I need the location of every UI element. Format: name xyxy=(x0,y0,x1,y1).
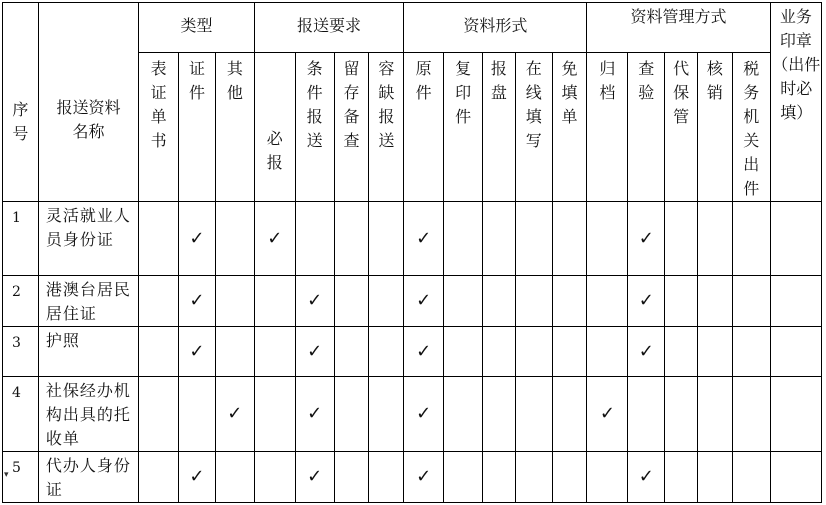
sub-cancel: 核销 xyxy=(697,53,732,202)
table-row xyxy=(3,276,822,327)
empty-cell xyxy=(665,276,698,327)
empty-cell xyxy=(697,327,732,377)
empty-cell xyxy=(552,202,587,276)
header-row-groups xyxy=(3,3,822,53)
check-mark-cell: ✓ xyxy=(404,377,444,452)
row-number: 5 xyxy=(3,452,39,503)
sub-retain: 留存备查 xyxy=(334,53,369,202)
header-type: 类型 xyxy=(139,3,255,53)
empty-cell xyxy=(139,327,179,377)
empty-cell xyxy=(628,377,665,452)
check-mark-cell: ✓ xyxy=(404,327,444,377)
empty-cell xyxy=(139,452,179,503)
empty-cell xyxy=(552,327,587,377)
check-mark-cell: ✓ xyxy=(628,276,665,327)
empty-cell xyxy=(665,452,698,503)
seal-line-2: 印章 xyxy=(779,31,812,50)
empty-cell xyxy=(665,377,698,452)
sub-exempt: 免填单 xyxy=(552,53,587,202)
check-mark-cell: ✓ xyxy=(179,202,216,276)
empty-cell xyxy=(254,377,295,452)
empty-cell xyxy=(732,452,770,503)
table-row xyxy=(3,327,822,377)
empty-cell xyxy=(697,202,732,276)
empty-cell xyxy=(369,202,404,276)
empty-cell xyxy=(587,452,628,503)
row-number: 2 xyxy=(3,276,39,327)
seal-line-1: 业务 xyxy=(779,7,812,26)
empty-cell xyxy=(587,327,628,377)
empty-cell xyxy=(483,276,516,327)
check-mark-cell: ✓ xyxy=(628,327,665,377)
sub-disk: 报盘 xyxy=(483,53,516,202)
check-mark-cell: ✓ xyxy=(628,452,665,503)
empty-cell xyxy=(697,452,732,503)
header-doc-name: 报送资料名称 xyxy=(38,3,138,202)
empty-cell xyxy=(665,327,698,377)
empty-cell xyxy=(444,327,483,377)
materials-table xyxy=(2,2,822,503)
seal-cell xyxy=(770,202,821,276)
empty-cell xyxy=(552,377,587,452)
empty-cell xyxy=(483,327,516,377)
empty-cell xyxy=(215,327,254,377)
empty-cell xyxy=(334,276,369,327)
empty-cell xyxy=(334,202,369,276)
sub-archive: 归档 xyxy=(587,53,628,202)
empty-cell xyxy=(444,452,483,503)
empty-cell xyxy=(515,202,552,276)
header-requirement: 报送要求 xyxy=(254,3,403,53)
empty-cell xyxy=(732,377,770,452)
header-form: 资料形式 xyxy=(404,3,587,53)
empty-cell xyxy=(295,202,334,276)
empty-cell xyxy=(483,377,516,452)
empty-cell xyxy=(139,276,179,327)
sub-inspect: 查验 xyxy=(628,53,665,202)
empty-cell xyxy=(369,327,404,377)
empty-cell xyxy=(254,327,295,377)
sub-missing: 容缺报送 xyxy=(369,53,404,202)
empty-cell xyxy=(552,276,587,327)
check-mark-cell: ✓ xyxy=(404,276,444,327)
empty-cell xyxy=(665,202,698,276)
header-management: 资料管理方式 xyxy=(587,3,770,53)
empty-cell xyxy=(483,202,516,276)
seal-cell xyxy=(770,452,821,503)
empty-cell xyxy=(444,276,483,327)
row-number: 1 xyxy=(3,202,39,276)
header-serial: 序号 xyxy=(3,3,39,202)
seal-note: （出件时必填） xyxy=(772,55,821,122)
sub-original: 原件 xyxy=(404,53,444,202)
check-mark-cell: ✓ xyxy=(628,202,665,276)
sub-tax-issue: 税务机关出件 xyxy=(732,53,770,202)
sub-copy: 复印件 xyxy=(444,53,483,202)
empty-cell xyxy=(587,276,628,327)
empty-cell xyxy=(515,327,552,377)
empty-cell xyxy=(254,452,295,503)
empty-cell xyxy=(697,377,732,452)
empty-cell xyxy=(215,202,254,276)
empty-cell xyxy=(334,452,369,503)
check-mark-cell: ✓ xyxy=(254,202,295,276)
check-mark-cell: ✓ xyxy=(295,452,334,503)
table-row xyxy=(3,377,822,452)
check-mark-cell: ✓ xyxy=(179,276,216,327)
sub-conditional: 条件报送 xyxy=(295,53,334,202)
empty-cell xyxy=(732,276,770,327)
corner-mark: ▾ xyxy=(4,470,9,480)
empty-cell xyxy=(369,276,404,327)
check-mark-cell: ✓ xyxy=(404,202,444,276)
empty-cell xyxy=(369,377,404,452)
header-seal xyxy=(770,3,821,202)
empty-cell xyxy=(139,377,179,452)
row-doc-name: 代办人身份证 xyxy=(38,452,138,503)
empty-cell xyxy=(444,377,483,452)
empty-cell xyxy=(369,452,404,503)
empty-cell xyxy=(732,202,770,276)
table-body xyxy=(3,202,822,503)
sub-certificate: 证件 xyxy=(179,53,216,202)
table-row xyxy=(3,202,822,276)
empty-cell xyxy=(334,327,369,377)
row-doc-name: 灵活就业人员身份证 xyxy=(38,202,138,276)
check-mark-cell: ✓ xyxy=(587,377,628,452)
empty-cell xyxy=(515,377,552,452)
seal-cell xyxy=(770,327,821,377)
empty-cell xyxy=(732,327,770,377)
row-doc-name: 港澳台居民居住证 xyxy=(38,276,138,327)
empty-cell xyxy=(254,276,295,327)
empty-cell xyxy=(483,452,516,503)
check-mark-cell: ✓ xyxy=(404,452,444,503)
table-row xyxy=(3,452,822,503)
seal-cell xyxy=(770,377,821,452)
check-mark-cell: ✓ xyxy=(295,276,334,327)
row-doc-name: 护照 xyxy=(38,327,138,377)
sub-online: 在线填写 xyxy=(515,53,552,202)
empty-cell xyxy=(515,452,552,503)
sub-required: 必报 xyxy=(254,53,295,202)
empty-cell xyxy=(179,377,216,452)
empty-cell xyxy=(334,377,369,452)
empty-cell xyxy=(697,276,732,327)
sub-custody: 代保管 xyxy=(665,53,698,202)
empty-cell xyxy=(552,452,587,503)
row-number: 4 xyxy=(3,377,39,452)
empty-cell xyxy=(515,276,552,327)
empty-cell xyxy=(215,452,254,503)
row-number: 3 xyxy=(3,327,39,377)
check-mark-cell: ✓ xyxy=(215,377,254,452)
sub-form-table: 表证单书 xyxy=(139,53,179,202)
check-mark-cell: ✓ xyxy=(295,327,334,377)
empty-cell xyxy=(139,202,179,276)
check-mark-cell: ✓ xyxy=(295,377,334,452)
empty-cell xyxy=(444,202,483,276)
sub-other: 其他 xyxy=(215,53,254,202)
seal-cell xyxy=(770,276,821,327)
empty-cell xyxy=(215,276,254,327)
row-doc-name: 社保经办机构出具的托收单 xyxy=(38,377,138,452)
empty-cell xyxy=(587,202,628,276)
check-mark-cell: ✓ xyxy=(179,327,216,377)
check-mark-cell: ✓ xyxy=(179,452,216,503)
